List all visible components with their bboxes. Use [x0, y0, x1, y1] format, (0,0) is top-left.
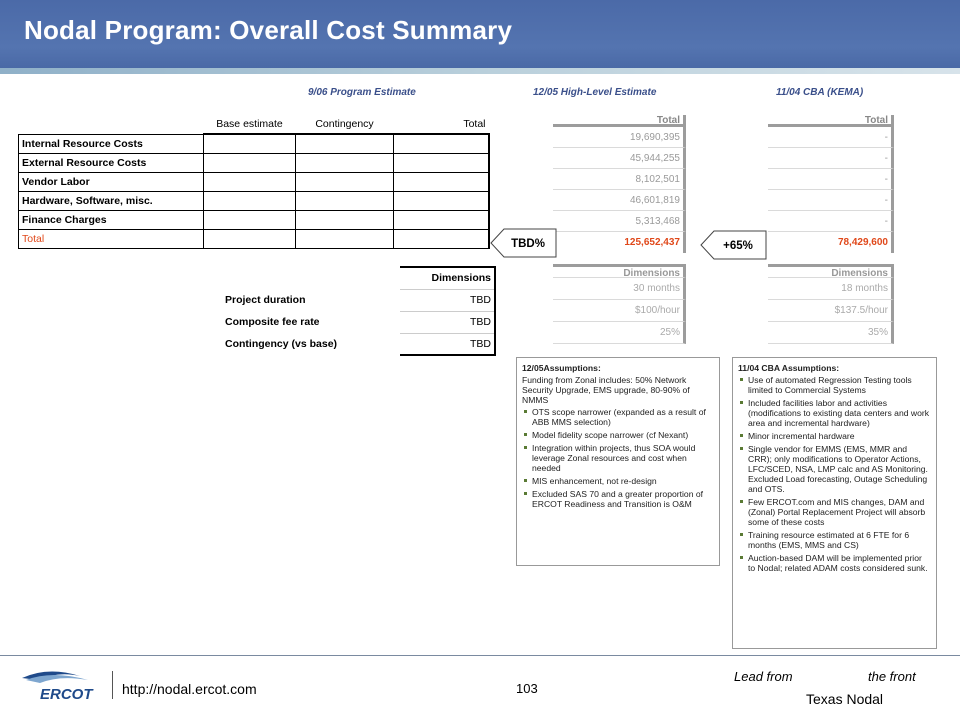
list-item: Use of automated Regression Testing tools limited to Commercial Systems — [738, 375, 931, 395]
total-cell — [394, 172, 489, 191]
contingency-cell — [296, 172, 394, 191]
table-row — [19, 191, 489, 210]
cba-dimensions — [768, 264, 894, 344]
tagline-front: the front — [868, 669, 916, 684]
page-number: 103 — [516, 681, 538, 696]
list-item: Single vendor for EMMS (EMS, MMR and CRR); only modifications to Operator Actions, LFC/SCED, NSA, LMP calc and AS Monitoring. Excluded Load forecasting, Outage Scheduling and OTS. — [738, 444, 931, 494]
dimension-value: TBD — [400, 311, 495, 333]
high-level-estimate-header: 12/05 High-Level Estimate — [533, 87, 657, 98]
cba-dim-value: 18 months — [768, 278, 894, 300]
assumptions-1205-title: 12/05Assumptions: — [522, 363, 601, 373]
plus-label: +65% — [723, 240, 753, 252]
contingency-cell — [296, 210, 394, 229]
cba-value: - — [768, 169, 894, 190]
contingency-cell — [296, 134, 394, 153]
assumptions-1104-title: 11/04 CBA Assumptions: — [738, 363, 840, 373]
high-level-total-header: Total — [553, 115, 686, 127]
dimension-label: Contingency (vs base) — [225, 338, 338, 350]
table-row — [220, 289, 495, 311]
contingency-cell — [296, 191, 394, 210]
page-title: Nodal Program: Overall Cost Summary — [24, 15, 513, 45]
assumptions-1205-box — [516, 357, 720, 566]
table-row — [19, 210, 489, 229]
table-row — [19, 172, 489, 191]
dimension-label: Composite fee rate — [225, 316, 320, 328]
dimension-value: TBD — [400, 333, 495, 355]
list-item: Excluded SAS 70 and a greater proportion of ERCOT Readiness and Transition is O&M — [522, 489, 714, 509]
dimension-value: TBD — [400, 289, 495, 311]
dimensions-table — [220, 266, 496, 356]
list-item: Few ERCOT.com and MIS changes, DAM and (Zonal) Portal Replacement Project will absorb some of these costs — [738, 497, 931, 527]
total-cell — [394, 134, 489, 153]
tbd-label: TBD% — [511, 238, 545, 250]
table-row — [220, 311, 495, 333]
cba-value: - — [768, 190, 894, 211]
cba-value: - — [768, 148, 894, 169]
cba-value: - — [768, 211, 894, 232]
base-estimate-cell — [204, 191, 296, 210]
plus-callout — [700, 229, 768, 261]
tbd-callout — [490, 227, 558, 259]
assumptions-1104-list — [738, 375, 931, 573]
cba-dim-header: Dimensions — [768, 264, 894, 278]
high-level-dimensions — [553, 264, 686, 344]
high-level-total: 125,652,437 — [553, 232, 686, 253]
footer-separator — [112, 671, 113, 699]
row-label: Finance Charges — [19, 210, 204, 229]
list-item: Included facilities labor and activities (modifications to existing data centers and work area and incremental hardware) — [738, 398, 931, 428]
base-estimate-cell — [204, 153, 296, 172]
table-row — [19, 153, 489, 172]
total-cell — [394, 191, 489, 210]
high-level-value: 5,313,468 — [553, 211, 686, 232]
cba-total-header: Total — [768, 115, 894, 127]
list-item: Training resource estimated at 6 FTE for 6 months (EMS, MMS and CS) — [738, 530, 931, 550]
row-label: Hardware, Software, misc. — [19, 191, 204, 210]
high-level-dim-value: 25% — [553, 322, 686, 344]
cba-value: - — [768, 127, 894, 148]
ercot-logo — [18, 668, 108, 704]
base-estimate-cell — [204, 229, 296, 248]
high-level-value: 46,601,819 — [553, 190, 686, 211]
high-level-dim-value: $100/hour — [553, 300, 686, 322]
tagline-lead: Lead from — [734, 669, 793, 684]
high-level-value: 45,944,255 — [553, 148, 686, 169]
cba-column — [768, 115, 894, 253]
cba-total: 78,429,600 — [768, 232, 894, 253]
list-item: Auction-based DAM will be implemented prior to Nodal; related ADAM costs considered sunk. — [738, 553, 931, 573]
table-row — [220, 333, 495, 355]
list-item: Integration within projects, thus SOA would leverage Zonal resources and cost when needed — [522, 443, 714, 473]
base-estimate-cell — [204, 134, 296, 153]
high-level-value: 19,690,395 — [553, 127, 686, 148]
total-cell — [394, 229, 489, 248]
tagline-texas-nodal: Texas Nodal — [806, 691, 884, 707]
footer-url-link[interactable]: http://nodal.ercot.com — [122, 681, 257, 697]
list-item: OTS scope narrower (expanded as a result of ABB MMS selection) — [522, 407, 714, 427]
program-estimate-header: 9/06 Program Estimate — [308, 87, 416, 98]
title-bar — [0, 0, 960, 68]
contingency-cell — [296, 229, 394, 248]
corner-cell — [19, 115, 204, 134]
high-level-dim-header: Dimensions — [553, 264, 686, 278]
dimensions-header-row — [220, 267, 495, 289]
base-estimate-cell — [204, 172, 296, 191]
total-cell — [394, 153, 489, 172]
logo-text: ERCOT — [40, 686, 93, 703]
row-label: External Resource Costs — [19, 153, 204, 172]
contingency-cell — [296, 153, 394, 172]
col-contingency: Contingency — [296, 115, 394, 134]
list-item: Minor incremental hardware — [738, 431, 931, 441]
title-underline — [0, 68, 960, 74]
table-row — [19, 134, 489, 153]
row-label: Vendor Labor — [19, 172, 204, 191]
footer-divider — [0, 655, 960, 656]
row-label: Total — [19, 229, 204, 248]
cost-table — [18, 115, 490, 249]
high-level-value: 8,102,501 — [553, 169, 686, 190]
cba-dim-value: 35% — [768, 322, 894, 344]
high-level-dim-value: 30 months — [553, 278, 686, 300]
high-level-column — [553, 115, 686, 253]
list-item: MIS enhancement, not re-design — [522, 476, 714, 486]
assumptions-1104-box — [732, 357, 937, 649]
base-estimate-cell — [204, 210, 296, 229]
col-base-estimate: Base estimate — [204, 115, 296, 134]
dimensions-header: Dimensions — [400, 267, 495, 289]
cba-dim-value: $137.5/hour — [768, 300, 894, 322]
total-row — [19, 229, 489, 248]
row-label: Internal Resource Costs — [19, 134, 204, 153]
assumptions-1205-list — [522, 407, 714, 509]
dimension-label: Project duration — [225, 294, 306, 306]
cba-header: 11/04 CBA (KEMA) — [776, 87, 864, 98]
total-cell — [394, 210, 489, 229]
col-total: Total — [394, 115, 489, 134]
list-item: Model fidelity scope narrower (cf Nexant) — [522, 430, 714, 440]
assumptions-1205-intro: Funding from Zonal includes: 50% Network Security Upgrade, EMS upgrade, 80-90% of NMMS — [522, 375, 690, 405]
